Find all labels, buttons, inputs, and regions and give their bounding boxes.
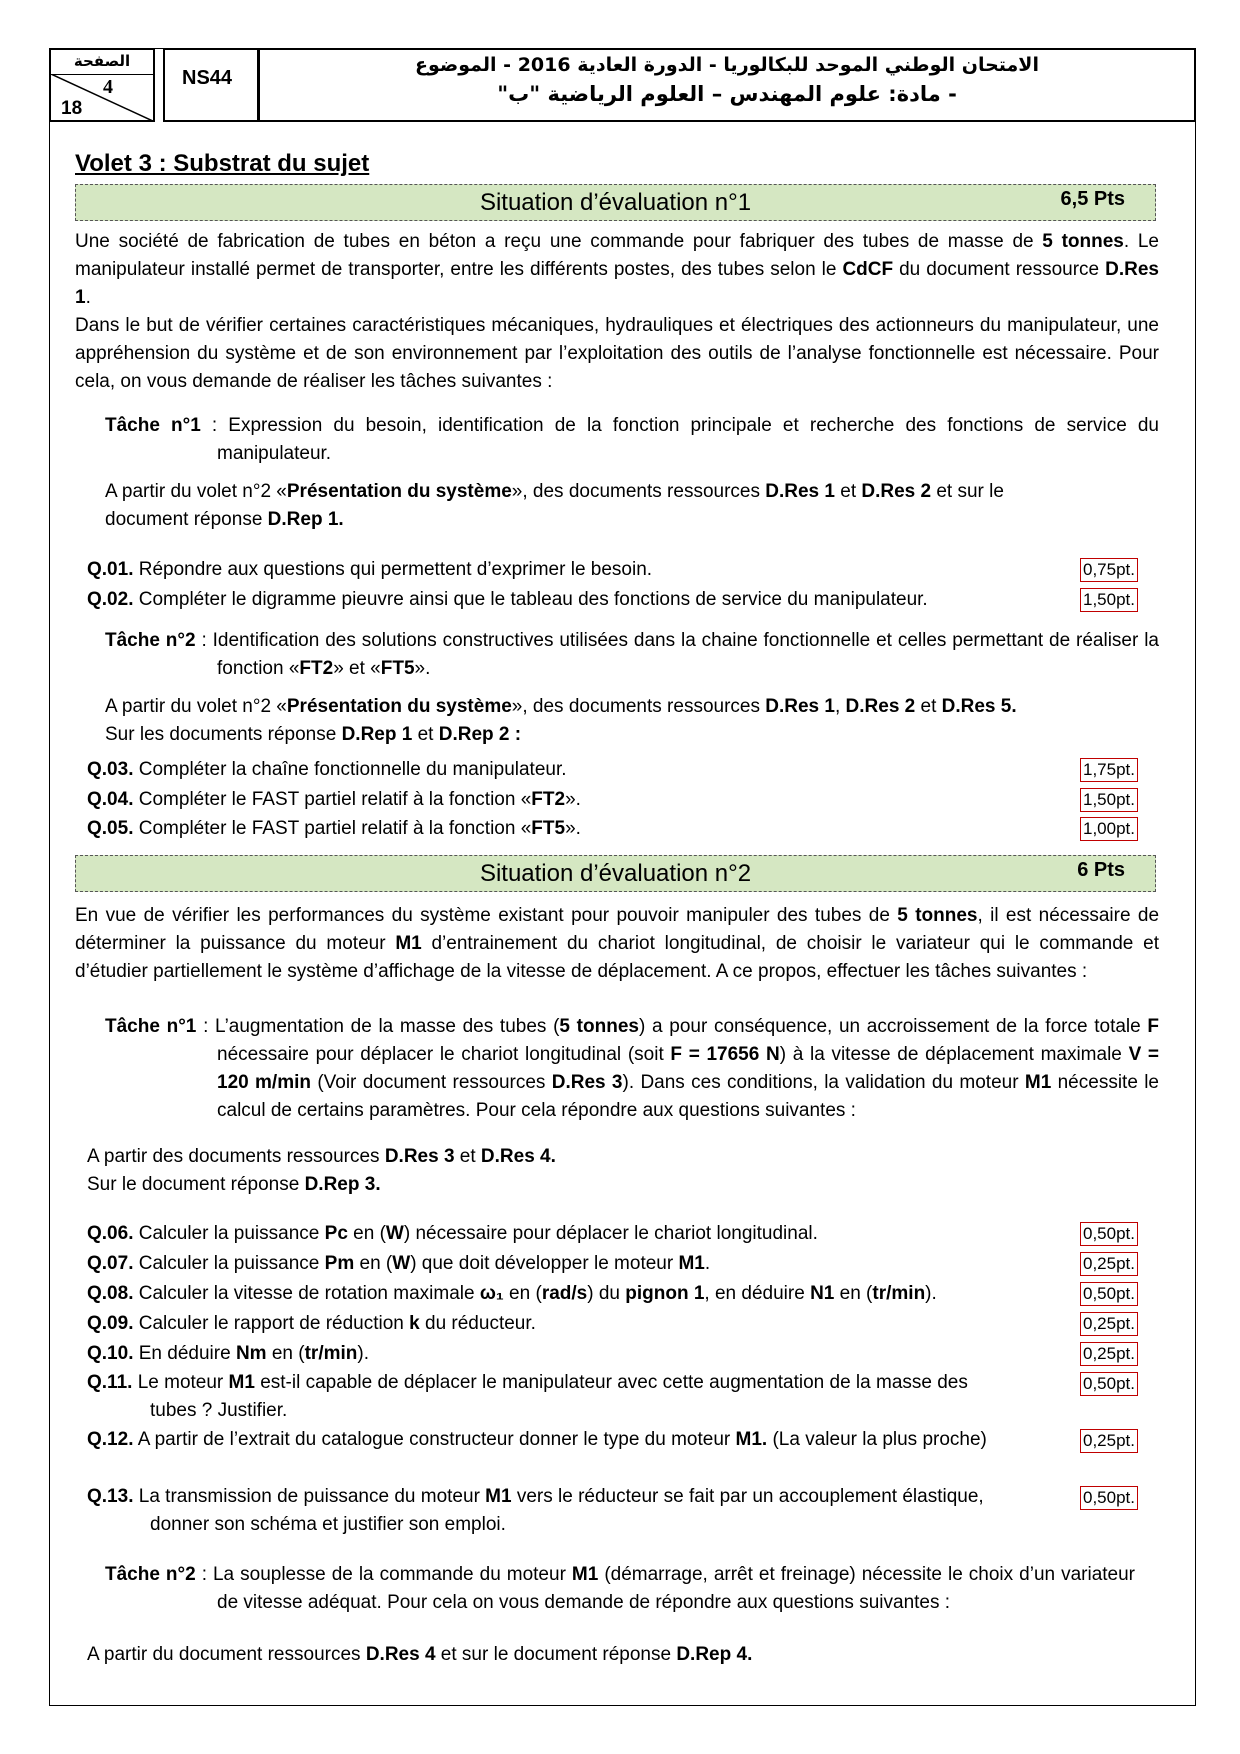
- text-bold: M1: [571, 1564, 599, 1585]
- question-text: A partir de l’extrait du catalogue constructeur donner le type du moteur: [133, 1429, 736, 1450]
- question-text: Calculer le rapport de réduction: [133, 1313, 410, 1334]
- page-number-box: [49, 48, 155, 122]
- page-number: 4: [103, 76, 113, 98]
- text-bold: M1: [395, 933, 422, 954]
- text-bold: F = 17656 N: [670, 1044, 780, 1065]
- question-text: , en déduire: [704, 1283, 811, 1304]
- text: et: [834, 481, 862, 502]
- line: [105, 721, 1159, 749]
- exam-title-line2: - مادة: علوم المهندس – العلوم الرياضية "ب": [497, 82, 957, 106]
- question-q02: [87, 588, 928, 612]
- text-bold: M1: [1024, 1072, 1052, 1093]
- situation1-intro-p1: [75, 228, 1159, 312]
- text-bold: FT2: [531, 789, 566, 810]
- line: [105, 693, 1159, 721]
- question-text: en (: [354, 1253, 393, 1274]
- question-number: Q.04.: [87, 789, 134, 810]
- s1-task1-text: [105, 412, 1159, 468]
- text: . Le manipulateur installé permet de transporter, entre les différents postes, des tubes selon le: [75, 231, 1159, 280]
- text-bold: D.Rep 2 :: [438, 724, 522, 745]
- text-bold: FT5: [531, 818, 566, 839]
- text: et: [454, 1146, 481, 1167]
- text: ). Dans ces conditions, la validation du moteur: [622, 1072, 1025, 1093]
- question-number: Q.06.: [87, 1223, 134, 1244]
- text-bold: D.Rep 1: [341, 724, 413, 745]
- question-text: en (: [503, 1283, 542, 1304]
- s2-task1-text: [105, 1013, 1159, 1125]
- text-bold: Présentation du système: [286, 481, 512, 502]
- line: [105, 478, 1159, 506]
- text: A partir du volet n°2 «: [105, 481, 287, 502]
- text: nécessaire pour déplacer le chariot longitudinal (soit: [217, 1044, 671, 1065]
- text: Une société de fabrication de tubes en béton a reçu une commande pour fabriquer des tubes de masse de: [75, 231, 1043, 252]
- text: ».: [414, 658, 431, 679]
- text: Sur les documents réponse: [105, 724, 342, 745]
- question-body: [87, 1483, 1007, 1539]
- points-q10: 0,25pt.: [1080, 1342, 1138, 1366]
- text-bold: 5 tonnes: [1042, 231, 1124, 252]
- question-number: Q.02.: [87, 589, 134, 610]
- question-text: ).: [925, 1283, 937, 1304]
- question-number: Q.11.: [87, 1372, 133, 1393]
- text: du document ressource: [893, 259, 1106, 280]
- page-total: 18: [61, 98, 83, 119]
- question-text: ) nécessaire pour déplacer le chariot longitudinal.: [403, 1223, 818, 1244]
- text-bold: D.Res 2: [845, 696, 916, 717]
- text-bold: pignon 1: [625, 1283, 705, 1304]
- text: ,: [834, 696, 846, 717]
- line: [87, 1143, 1157, 1171]
- question-number: Q.03.: [87, 759, 134, 780]
- question-text: ).: [357, 1343, 369, 1364]
- question-number: Q.08.: [87, 1283, 134, 1304]
- text-bold: N1: [810, 1283, 835, 1304]
- text-bold: Présentation du système: [286, 696, 512, 717]
- text-bold: D.Res 5.: [941, 696, 1017, 717]
- question-body: [87, 1369, 1007, 1425]
- question-text: vers le réducteur se fait par un accouplement élastique, donner son schéma et justifier son emploi.: [150, 1486, 984, 1535]
- situation2-intro-p: [75, 902, 1159, 986]
- line: [87, 1171, 1157, 1199]
- text-bold: Nm: [235, 1343, 267, 1364]
- exam-title-box: [258, 48, 1196, 122]
- situation1-banner: [75, 184, 1156, 221]
- question-number: Q.13.: [87, 1486, 134, 1507]
- situation2-banner: [75, 855, 1156, 892]
- question-q04: [87, 788, 581, 812]
- points-q08: 0,50pt.: [1080, 1282, 1138, 1306]
- task-label: Tâche n°2: [105, 1564, 196, 1585]
- question-number: Q.12.: [87, 1429, 134, 1450]
- points-q05: 1,00pt.: [1080, 817, 1138, 841]
- question-q10: [87, 1342, 369, 1366]
- text: : Identification des solutions constructives utilisées dans la chaine fonctionnelle et celles permettant de réaliser la fonction «: [195, 630, 1159, 679]
- exam-code: NS44: [163, 48, 259, 122]
- text: et: [412, 724, 439, 745]
- text: et: [915, 696, 942, 717]
- question-q05: [87, 817, 581, 841]
- question-text: ».: [565, 789, 581, 810]
- s1-task1-sources: [105, 478, 1159, 534]
- points-q11: 0,50pt.: [1080, 1372, 1138, 1396]
- question-text: en (: [834, 1283, 873, 1304]
- question-text: Calculer la puissance: [133, 1253, 325, 1274]
- s2-task2-sources: [87, 1643, 752, 1667]
- text: », des documents ressources: [511, 696, 766, 717]
- question-text: .: [704, 1253, 711, 1274]
- text-bold: FT5: [380, 658, 415, 679]
- s1-task1: [105, 412, 1159, 468]
- points-q01: 0,75pt.: [1080, 558, 1138, 582]
- situation1-intro-p2: Dans le but de vérifier certaines caractéristiques mécaniques, hydrauliques et électriques des actionneurs du manipulateur, une appréhension du système et de son environnement par l’exploitation des outils de l’analyse fonctionnelle est nécessaire. Pour cela, on vous demande de réaliser les tâches suivantes :: [75, 315, 1159, 392]
- text-bold: k: [409, 1313, 420, 1334]
- volet-title: Volet 3 : Substrat du sujet: [75, 150, 370, 177]
- text: , il est nécessaire de déterminer la puissance du moteur: [75, 905, 1160, 954]
- text-bold: D.Res 2: [861, 481, 932, 502]
- question-text: Compléter le FAST partiel relatif à la fonction «: [133, 818, 532, 839]
- question-body: [87, 1426, 1007, 1454]
- text-bold: rad/s: [541, 1283, 588, 1304]
- page-label: الصفحة: [73, 52, 131, 70]
- text-bold: D.Res 1: [75, 259, 1159, 308]
- text: (démarrage, arrêt et freinage) nécessite le choix d’un variateur de vitesse adéquat. Pour cela on vous demande de répondre aux questions suivantes :: [217, 1564, 1136, 1613]
- task-label: Tâche n°1: [105, 415, 201, 436]
- question-q12: [87, 1426, 1007, 1454]
- question-text: ) que doit développer le moteur: [410, 1253, 679, 1274]
- text: », des documents ressources: [511, 481, 766, 502]
- question-text: Calculer la vitesse de rotation maximale: [133, 1283, 480, 1304]
- question-q11: [87, 1369, 1007, 1425]
- question-q09: [87, 1312, 536, 1336]
- question-number: Q.09.: [87, 1313, 134, 1334]
- text: » et «: [333, 658, 381, 679]
- situation1-title: Situation d’évaluation n°1: [479, 189, 752, 216]
- points-q06: 0,50pt.: [1080, 1222, 1138, 1246]
- points-q09: 0,25pt.: [1080, 1312, 1138, 1336]
- text-bold: M1: [678, 1253, 705, 1274]
- s1-task2-sources: [105, 693, 1159, 749]
- question-number: Q.05.: [87, 818, 134, 839]
- text: A partir du document ressources: [87, 1644, 366, 1665]
- text: : L’augmentation de la masse des tubes (: [196, 1016, 560, 1037]
- line: [105, 506, 1159, 534]
- text: A partir du volet n°2 «: [105, 696, 287, 717]
- situation2-title: Situation d’évaluation n°2: [479, 860, 752, 887]
- text-bold: W: [392, 1253, 411, 1274]
- text: ) à la vitesse de déplacement maximale: [779, 1044, 1129, 1065]
- task-label: Tâche n°2: [105, 630, 196, 651]
- question-text: ) du: [587, 1283, 626, 1304]
- task-label: Tâche n°1: [105, 1016, 197, 1037]
- points-q04: 1,50pt.: [1080, 788, 1138, 812]
- text-bold: Pm: [324, 1253, 355, 1274]
- question-text: Répondre aux questions qui permettent d’exprimer le besoin.: [133, 559, 653, 580]
- s2-task2: [105, 1561, 1135, 1617]
- s1-task2-text: [105, 627, 1159, 683]
- text: Sur le document réponse: [87, 1174, 305, 1195]
- text-bold: M1.: [735, 1429, 768, 1450]
- question-text: Compléter la chaîne fonctionnelle du manipulateur.: [133, 759, 567, 780]
- question-text: Calculer la puissance: [133, 1223, 325, 1244]
- points-q13: 0,50pt.: [1080, 1486, 1138, 1510]
- text-bold: tr/min: [872, 1283, 926, 1304]
- text-bold: V = 120 m/min: [217, 1044, 1160, 1093]
- text: document réponse: [105, 509, 268, 530]
- question-q01: [87, 558, 652, 582]
- situation2-intro: [75, 902, 1159, 986]
- question-text: en (: [266, 1343, 305, 1364]
- text-bold: FT2: [299, 658, 334, 679]
- text-bold: 5 tonnes: [897, 905, 978, 926]
- text: : La souplesse de la commande du moteur: [195, 1564, 572, 1585]
- question-text: En déduire: [133, 1343, 236, 1364]
- text-bold: 5 tonnes: [559, 1016, 639, 1037]
- s1-task2: [105, 627, 1159, 683]
- s2-task1: [105, 1013, 1159, 1125]
- question-number: Q.01.: [87, 559, 134, 580]
- text-bold: D.Res 3: [384, 1146, 455, 1167]
- points-q03: 1,75pt.: [1080, 758, 1138, 782]
- text: : Expression du besoin, identification de la fonction principale et recherche des fonctions de service du manipulateur.: [200, 415, 1159, 464]
- text-bold: CdCF: [842, 259, 894, 280]
- question-text: en (: [347, 1223, 386, 1244]
- text-bold: D.Res 3: [551, 1072, 623, 1093]
- situation2-points: 6 Pts: [1077, 859, 1125, 881]
- text: ) a pour conséquence, un accroissement de la force totale: [638, 1016, 1148, 1037]
- question-text: du réducteur.: [419, 1313, 536, 1334]
- text-bold: D.Rep 1.: [267, 509, 344, 530]
- text: .: [85, 287, 91, 308]
- text: et sur le: [931, 481, 1004, 502]
- text-bold: D.Rep 3.: [304, 1174, 381, 1195]
- question-q13: [87, 1483, 1007, 1539]
- points-q07: 0,25pt.: [1080, 1252, 1138, 1276]
- question-text: Le moteur: [132, 1372, 229, 1393]
- points-q12: 0,25pt.: [1080, 1429, 1138, 1453]
- s2-task1-sources: [87, 1143, 1157, 1199]
- text-bold: D.Res 4.: [480, 1146, 556, 1167]
- text-bold: ω₁: [479, 1283, 504, 1304]
- exam-title-line1: الامتحان الوطني الموحد للبكالوريا - الدورة العادية 2016 - الموضوع: [415, 54, 1039, 76]
- text: (Voir document ressources: [310, 1072, 552, 1093]
- question-text: Compléter le FAST partiel relatif à la fonction «: [133, 789, 532, 810]
- question-text: (La valeur la plus proche): [767, 1429, 987, 1450]
- question-q06: [87, 1222, 818, 1246]
- question-text: La transmission de puissance du moteur: [133, 1486, 486, 1507]
- text-bold: D.Res 4: [365, 1644, 436, 1665]
- text-bold: W: [385, 1223, 404, 1244]
- text-bold: M1: [228, 1372, 255, 1393]
- question-q08: [87, 1282, 937, 1306]
- text: nécessite le calcul de certains paramètres. Pour cela répondre aux questions suivantes :: [217, 1072, 1159, 1121]
- question-q07: [87, 1252, 710, 1276]
- text: d’entrainement du chariot longitudinal, de choisir le variateur qui le commande et d’étudier partiellement le système d’affichage de la vitesse de déplacement. A ce propos, effectuer les tâches suivantes :: [75, 933, 1159, 982]
- question-number: Q.10.: [87, 1343, 134, 1364]
- question-text: Compléter le digramme pieuvre ainsi que le tableau des fonctions de service du manipulateur.: [133, 589, 928, 610]
- situation1-points: 6,5 Pts: [1060, 188, 1125, 210]
- question-number: Q.07.: [87, 1253, 134, 1274]
- situation1-intro: [75, 228, 1159, 396]
- text-bold: F: [1147, 1016, 1160, 1037]
- text-bold: D.Rep 4.: [676, 1644, 753, 1665]
- text-bold: tr/min: [304, 1343, 358, 1364]
- text-bold: D.Res 1: [765, 696, 835, 717]
- points-q02: 1,50pt.: [1080, 588, 1138, 612]
- text: En vue de vérifier les performances du système existant pour pouvoir manipuler des tubes de: [75, 905, 898, 926]
- text: A partir des documents ressources: [87, 1146, 385, 1167]
- text: et sur le document réponse: [435, 1644, 677, 1665]
- text-bold: D.Res 1: [765, 481, 835, 502]
- question-q03: [87, 758, 567, 782]
- text-bold: M1: [485, 1486, 512, 1507]
- question-text: est-il capable de déplacer le manipulateur avec cette augmentation de la masse des tubes ? Justifier.: [150, 1372, 968, 1421]
- question-text: ».: [565, 818, 581, 839]
- s2-task2-text: [105, 1561, 1135, 1617]
- text-bold: Pc: [324, 1223, 348, 1244]
